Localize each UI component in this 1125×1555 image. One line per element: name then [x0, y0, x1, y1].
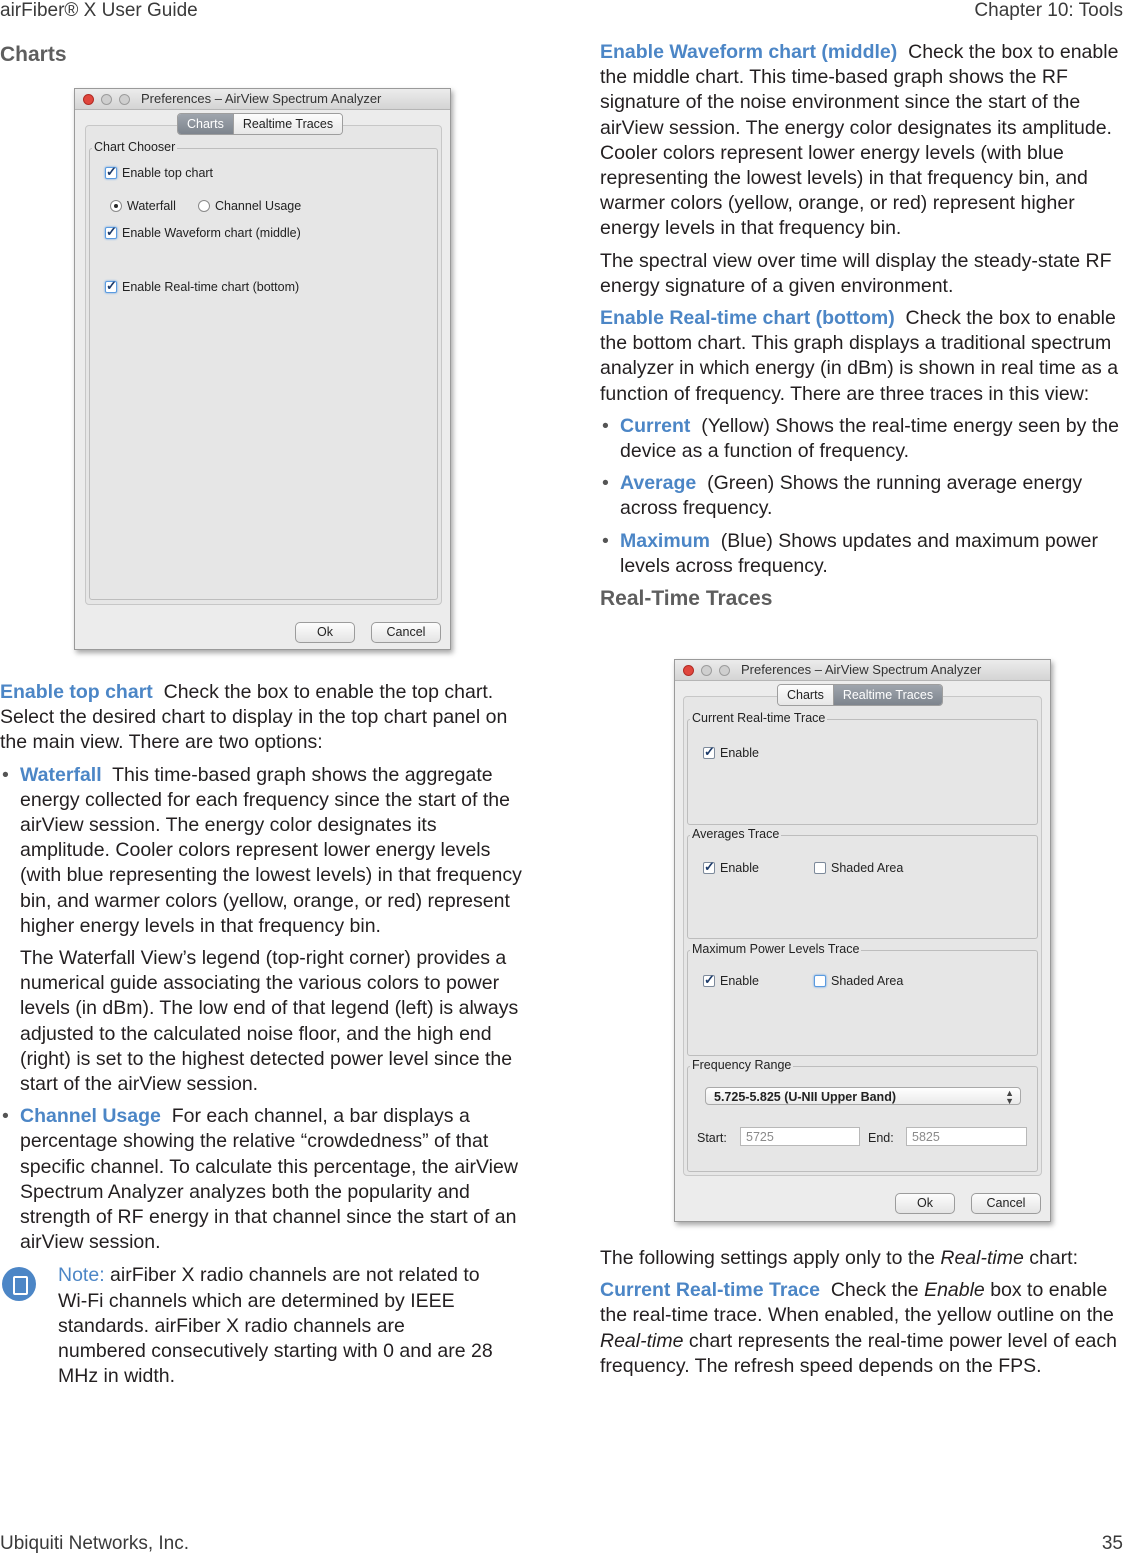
- term: Enable Real-time chart (bottom): [600, 307, 895, 330]
- emphasis: Enable: [924, 1279, 985, 1302]
- tab-bar: [177, 113, 343, 135]
- footer-company: Ubiquiti Networks, Inc.: [0, 1533, 190, 1554]
- current-trace-paragraph: [600, 1278, 1125, 1379]
- ok-button[interactable]: Ok: [895, 1193, 955, 1214]
- waterfall-radio[interactable]: [110, 199, 176, 213]
- checkbox-checked-icon: [105, 227, 117, 239]
- chart-chooser-group: [89, 140, 438, 600]
- checkbox-checked-icon: [703, 862, 715, 874]
- end-frequency-input[interactable]: 5825: [906, 1127, 1027, 1146]
- maximum-trace-group: [687, 942, 1038, 1056]
- channel-usage-item: • Channel Usage For each channel, a bar displays a percentage showing the relative “crowdedness” of that specific channel. To calculate this percentage, the airView Spectrum Analyzer analyzes both the popularity and strength of RF energy in that channel since the start of an airView session.: [2, 1105, 518, 1254]
- running-header-chapter: Chapter 10: Tools: [974, 0, 1123, 21]
- start-label: Start:: [697, 1131, 727, 1145]
- maximum-enable-checkbox[interactable]: [703, 974, 759, 988]
- maximum-item: • Maximum (Blue) Shows updates and maximum power levels across frequency.: [602, 529, 1098, 577]
- group-label: Current Real-time Trace: [692, 711, 826, 725]
- description: This time-based graph shows the aggregate energy collected for each frequency since the start of the airView session. The energy color designates its amplitude. Cooler colors represent lower energy levels (with blue representing the lowest levels) in that frequency bin, and warmer colors (yellow, orange, or red) represent higher energy levels in that frequency bin.: [20, 763, 522, 937]
- text: chart represents the real-time power level of each frequency. The refresh speed depends on the FPS.: [600, 1329, 1117, 1377]
- preferences-dialog-charts: [74, 88, 451, 650]
- right-body: [600, 40, 1125, 611]
- checkbox-label: Enable: [720, 974, 759, 988]
- text: box to enable the real-time trace. When enabled, the yellow outline on the: [600, 1279, 1114, 1327]
- note-text: airFiber X radio channels are not related to Wi-Fi channels which are determined by IEEE standards. airFiber X radio channels are numbered consecutively starting with 0 and are 28 MHz in width.: [58, 1264, 493, 1388]
- term: Current Real-time Trace: [600, 1279, 820, 1302]
- description: (Yellow) Shows the real-time energy seen by the device as a function of frequency.: [620, 414, 1119, 463]
- cancel-button[interactable]: Cancel: [371, 622, 441, 643]
- right-body-bottom: [600, 1246, 1125, 1386]
- group-label: Chart Chooser: [94, 140, 176, 154]
- waveform-paragraph: [600, 40, 1125, 242]
- description: For each channel, a bar displays a percentage showing the relative “crowdedness” of that specific channel. To calculate this percentage, the airView Spectrum Analyzer analyzes both the popularity and strength of RF energy in that channel since the start of an airView session.: [20, 1105, 518, 1254]
- frequency-range-group: [687, 1058, 1038, 1172]
- enable-realtime-checkbox[interactable]: [105, 280, 299, 294]
- checkbox-label: Enable: [720, 861, 759, 875]
- enable-top-chart-paragraph: [0, 680, 525, 756]
- checkbox-unchecked-icon: [814, 862, 826, 874]
- text: The following settings apply only to the: [600, 1247, 941, 1269]
- checkbox-label: Shaded Area: [831, 974, 904, 988]
- frequency-range-select[interactable]: [705, 1087, 1021, 1105]
- page-number: 35: [1101, 1533, 1123, 1554]
- radio-label: Channel Usage: [215, 199, 302, 213]
- minimize-window-icon[interactable]: [101, 94, 112, 105]
- title-bar: [75, 89, 450, 110]
- waterfall-legend-paragraph: The Waterfall View’s legend (top-right corner) provides a numerical guide associating the various colors to power levels (in dBm). The low end of that legend (left) is always adjusted to the calculated noise floor, and the high end (right) is set to the highest detected power level since the start of the airView session.: [20, 947, 519, 1096]
- term: Maximum: [620, 529, 710, 552]
- following-paragraph: [600, 1246, 1125, 1271]
- preferences-dialog-traces: [674, 659, 1051, 1222]
- left-body: [0, 680, 525, 1389]
- checkbox-label: Enable: [720, 746, 759, 760]
- text: Check the: [830, 1279, 925, 1302]
- zoom-window-icon[interactable]: [119, 94, 130, 105]
- waterfall-item: • Waterfall This time-based graph shows the aggregate energy collected for each frequency since the start of the airView session. The energy color designates its amplitude. Cooler colors represent lower energy levels (with blue representing the lowest levels) in that frequency bin, and warmer colors (yellow, orange, or red) represent higher energy levels in that frequency bin.: [2, 763, 522, 937]
- dialog-title: Preferences – AirView Spectrum Analyzer: [741, 662, 982, 677]
- note-box: [0, 1263, 498, 1389]
- averages-shaded-checkbox[interactable]: [814, 861, 903, 875]
- description: Check the box to enable the top chart. Select the desired chart to display in the top chart panel on the main view. There are two options:: [0, 681, 508, 754]
- group-label: Frequency Range: [692, 1058, 792, 1072]
- enable-top-chart-checkbox[interactable]: [105, 166, 213, 180]
- tab-bar: [777, 684, 943, 706]
- radio-label: Waterfall: [127, 199, 176, 213]
- checkbox-label: Shaded Area: [831, 861, 904, 875]
- checkbox-checked-icon: [703, 747, 715, 759]
- close-window-icon[interactable]: [683, 665, 694, 676]
- checkbox-checked-icon: [105, 167, 117, 179]
- realtime-paragraph: [600, 306, 1125, 407]
- current-item: • Current (Yellow) Shows the real-time energy seen by the device as a function of frequency.: [602, 414, 1119, 463]
- note-label: Note:: [58, 1264, 105, 1287]
- description: (Green) Shows the running average energy across frequency.: [620, 472, 1083, 520]
- average-item: • Average (Green) Shows the running average energy across frequency.: [602, 472, 1083, 520]
- checkbox-checked-icon: [105, 281, 117, 293]
- tab-charts[interactable]: Charts: [178, 114, 233, 134]
- tab-realtime-traces[interactable]: Realtime Traces: [233, 114, 342, 134]
- enable-waveform-checkbox[interactable]: [105, 226, 301, 240]
- charts-heading: Charts: [0, 43, 67, 66]
- averages-enable-checkbox[interactable]: [703, 861, 759, 875]
- emphasis: Real-time: [940, 1247, 1024, 1269]
- minimize-window-icon[interactable]: [701, 665, 712, 676]
- dialog-title: Preferences – AirView Spectrum Analyzer: [141, 91, 382, 106]
- term: Channel Usage: [20, 1105, 161, 1128]
- running-header-title: airFiber® X User Guide: [0, 0, 198, 21]
- current-trace-group: [687, 711, 1038, 825]
- checkbox-unchecked-icon: [814, 975, 826, 987]
- select-value: 5.725-5.825 (U-NII Upper Band): [714, 1090, 896, 1104]
- realtime-traces-heading: Real-Time Traces: [600, 587, 773, 611]
- term: Average: [620, 472, 697, 495]
- term: Current: [620, 414, 691, 437]
- term: Waterfall: [20, 763, 102, 786]
- spectral-paragraph: The spectral view over time will display the steady-state RF energy signature of a given environment.: [600, 249, 1112, 297]
- tab-pane: [85, 125, 442, 605]
- current-enable-checkbox[interactable]: [703, 746, 759, 760]
- description: Check the box to enable the middle chart. This time-based graph shows the RF signature of the noise environment since the start of the airView session. The energy color designates its amplitude. Cooler colors represent lower energy levels (with blue representing the lowest levels) in that frequency bin, and warmer colors (yellow, orange, or red) represent higher energy levels in that frequency bin.: [600, 41, 1119, 240]
- term: Enable Waveform chart (middle): [600, 41, 898, 63]
- zoom-window-icon[interactable]: [719, 665, 730, 676]
- radio-selected-icon: [110, 200, 122, 212]
- text: chart:: [1023, 1247, 1078, 1269]
- group-label: Averages Trace: [692, 827, 780, 841]
- checkbox-label: Enable top chart: [122, 166, 214, 180]
- tab-realtime-traces[interactable]: Realtime Traces: [833, 685, 942, 705]
- start-frequency-input[interactable]: 5725: [740, 1127, 860, 1146]
- group-label: Maximum Power Levels Trace: [692, 942, 860, 956]
- close-window-icon[interactable]: [83, 94, 94, 105]
- select-arrows-icon: ▲ ▼: [1005, 1088, 1014, 1106]
- description: (Blue) Shows updates and maximum power levels across frequency.: [620, 529, 1098, 577]
- cancel-button[interactable]: Cancel: [971, 1193, 1041, 1214]
- term: Enable top chart: [0, 681, 153, 703]
- channel-usage-radio[interactable]: [198, 199, 301, 213]
- end-label: End:: [868, 1131, 894, 1145]
- tab-pane: [683, 696, 1042, 1176]
- checkbox-checked-icon: [703, 975, 715, 987]
- maximum-shaded-checkbox[interactable]: [814, 974, 903, 988]
- radio-unselected-icon: [198, 200, 210, 212]
- checkbox-label: Enable Real-time chart (bottom): [122, 280, 300, 294]
- emphasis: Real-time: [600, 1329, 684, 1352]
- tab-charts[interactable]: Charts: [778, 685, 833, 705]
- averages-trace-group: [687, 827, 1038, 939]
- ok-button[interactable]: Ok: [295, 622, 355, 643]
- title-bar: [675, 660, 1050, 681]
- checkbox-label: Enable Waveform chart (middle): [122, 226, 301, 240]
- description: Check the box to enable the bottom chart. This graph displays a traditional spectrum analyzer in which energy (in dBm) is shown in real time as a function of frequency. There are three traces in this view:: [600, 307, 1119, 405]
- note-icon: [2, 1267, 36, 1301]
